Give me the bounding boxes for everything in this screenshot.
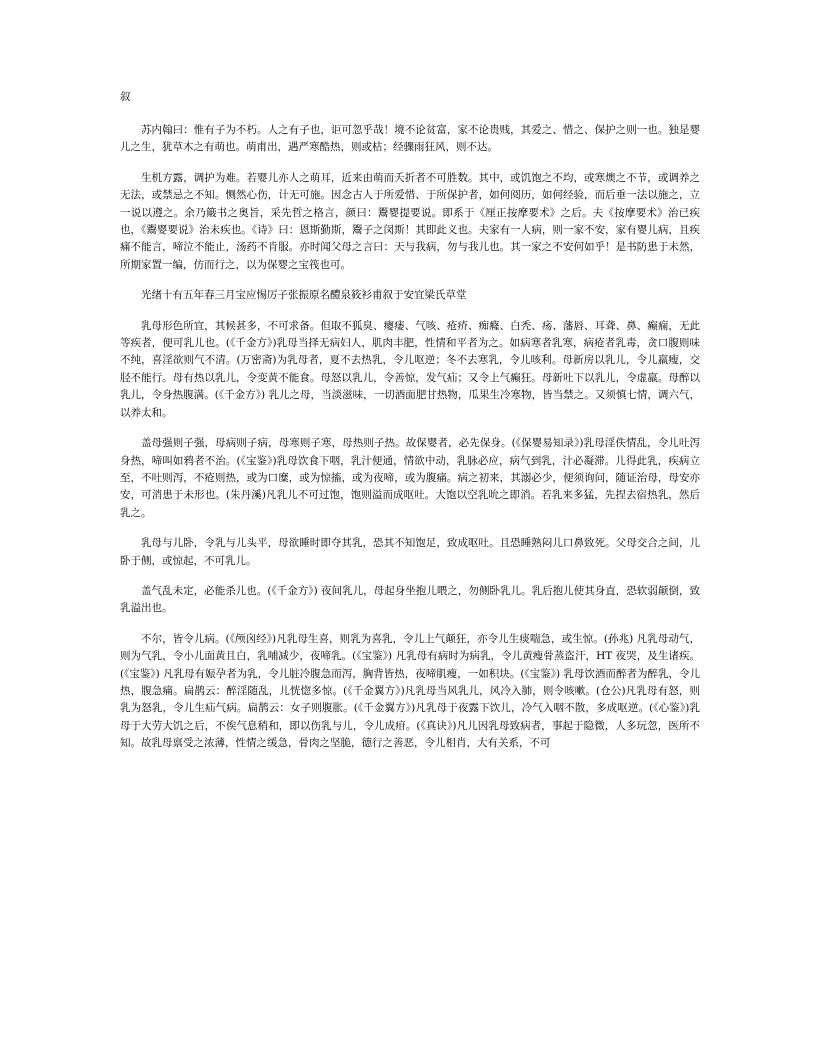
paragraph-preface-2: 生机方露，调护为难。若婴儿亦人之萌耳，近来由萌而夭折者不可胜数。其中，或饥饱之不均，或寒燠之不节，或调养之无法，或禁忌之不知。恻然心伤，计无可施。因念古人于所爱惜、于所保护者，如何阅历，如何经验，而后垂一法以施之，立一说以遵之。余乃簸书之奥旨，采先哲之格言，颜曰：鬻婴提要说。即系于《厘正按摩要术》之后。夫《按摩要术》治已疾也，《鬻婴要说》治未疾也。《诗》曰：恩斯勤斯，鬻子之闵斯！其即此义也。夫家有一人病，则一家不安，家有婴儿病，且疾痛不能言，啼泣不能止，汤药不肯服。亦时闻父母之言曰：天与我病，勿与我儿也。其一家之不安何如乎！是书防患于未然，所期家置一编，仿而行之，以为保婴之宝筏也可。 (120, 171, 700, 271)
paragraph-preface-1: 苏内翰曰：惟有子为不朽。人之有子也，讵可忽乎哉！境不论贫富，家不论贵贱，其爱之、惜之、保护之则一也。独是婴儿之生，犹草木之有萌也。萌甫出，遇严寒酷热，则或枯；经骤雨狂风，则不达。 (120, 124, 700, 154)
paragraph-night-feeding: 盖气乱未定，必能杀儿也。(《千金方》) 夜间乳儿，母起身坐抱儿喂之，勿侧卧乳儿。乳后抱儿使其身直，恐软弱颠倒，致乳溢出也。 (120, 584, 700, 615)
paragraph-wetnurse-appearance: 乳母形色所宜，其候甚多，不可求备。但取不狐臭、瘿瘘、气咳、疮疥、痴癃、白秃、疡、藩唇、耳聋、鼻、癫痫，无此等疾者，便可乳儿也。(《千金方》)乳母当择无病妇人，肌肉丰肥，性情和平者为之。如病寒者乳寒，病疮者乳毒，贪口腹则味不纯，喜淫欲则气不清。(万密斋)为乳母者，夏不去热乳，令儿呕逆；冬不去寒乳，令儿咳利。母新房以乳儿，令儿羸瘦，交胫不能行。母有热以乳儿，令变黄不能食。母怒以乳儿，令善惊，发气疝；又令上气癫狂。母新吐下以乳儿，令虚羸。母醉以乳儿，令身热腹满。(《千金方》) 乳儿之母，当淡滋味，一切酒面肥甘热物，瓜果生冷寒物，皆当禁之。又须慎七情，调六气，以养太和。 (120, 319, 700, 419)
document-body (120, 90, 700, 753)
paragraph-mother-child-health: 盖母强则子强，母病则子病，母寒则子寒，母热则子热。故保婴者，必先保身。(《保婴易知录》)乳母淫佚情乱，令儿吐泻身热，啼叫如鸦者不治。(《宝鉴》)乳母饮食下咽，乳汁便通，情欲中动，乳脉必应，病气到乳，汁必凝滞。儿得此乳，疾病立至，不吐则泻，不疮则热，或为口糜，或为惊搐，或为夜啼，或为腹痛。病之初来，其溺必少，便须询问，随证治母，母安亦安，可消患于未形也。(朱丹溪)凡乳儿不可过饱，饱则溢而成呕吐。大饱以空乳吮之即消。若乳来多猛，先捏去宿热乳，然后乳之。 (120, 437, 700, 519)
paragraph-milk-illnesses: 不尔，皆令儿病。(《颅囟经》)凡乳母生喜，则乳为喜乳，令儿上气颠狂，亦令儿生痰喘急，或生惊。(孙兆) 凡乳母动气，则为气乳，令小儿面黄且白，乳哺减少，夜啼乳。(《宝鉴》) 凡乳母有病时为病乳，令儿黄瘦骨蒸盗汗，HT 夜哭，及生诸疾。(《宝鉴》) 凡乳母有娠孕者为乳，令儿脏冷腹急而泻，胸背皆热，夜啼肌瘦，一如积块。(《宝鉴》) 乳母饮酒而醉者为醉乳，令儿热，腹急痛。扁鹊云：醉淫随乱，儿恍惚多惊。(《千金翼方》)凡乳母当风乳儿，风冷入肺，则令咳嗽。(仓公)凡乳母有怒，则乳为怒乳，令儿生疝气病。扁鹊云：女子则腹胀。(《千金翼方》)凡乳母于夜露下饮儿，冷气入咽不散，多成呕逆。(《心鉴》)乳母于大劳大饥之后，不俟气息稍和，即以伤乳与儿，令儿成疳。(《真诀》)凡儿因乳母致病者，事起于隐微，人多玩忽，医所不知。故乳母禀受之浓薄，性情之缓急，骨肉之坚脆，德行之善恶，令儿相肖，大有关系，不可 (120, 632, 700, 750)
page-title: 叙 (120, 91, 131, 103)
paragraph-sleeping-position: 乳母与儿卧，令乳与儿头平，母欲睡时即夺其乳，恐其不知饱足，致成呕吐。且恐睡熟闷儿口鼻致死。父母交合之间，儿卧于侧，或惊起，不可乳儿。 (120, 537, 700, 567)
paragraph-colophon: 光绪十有五年春三月宝应惕厉子张振原名醴泉筱衫甫叙于安宜梁氏草堂 (141, 289, 467, 302)
